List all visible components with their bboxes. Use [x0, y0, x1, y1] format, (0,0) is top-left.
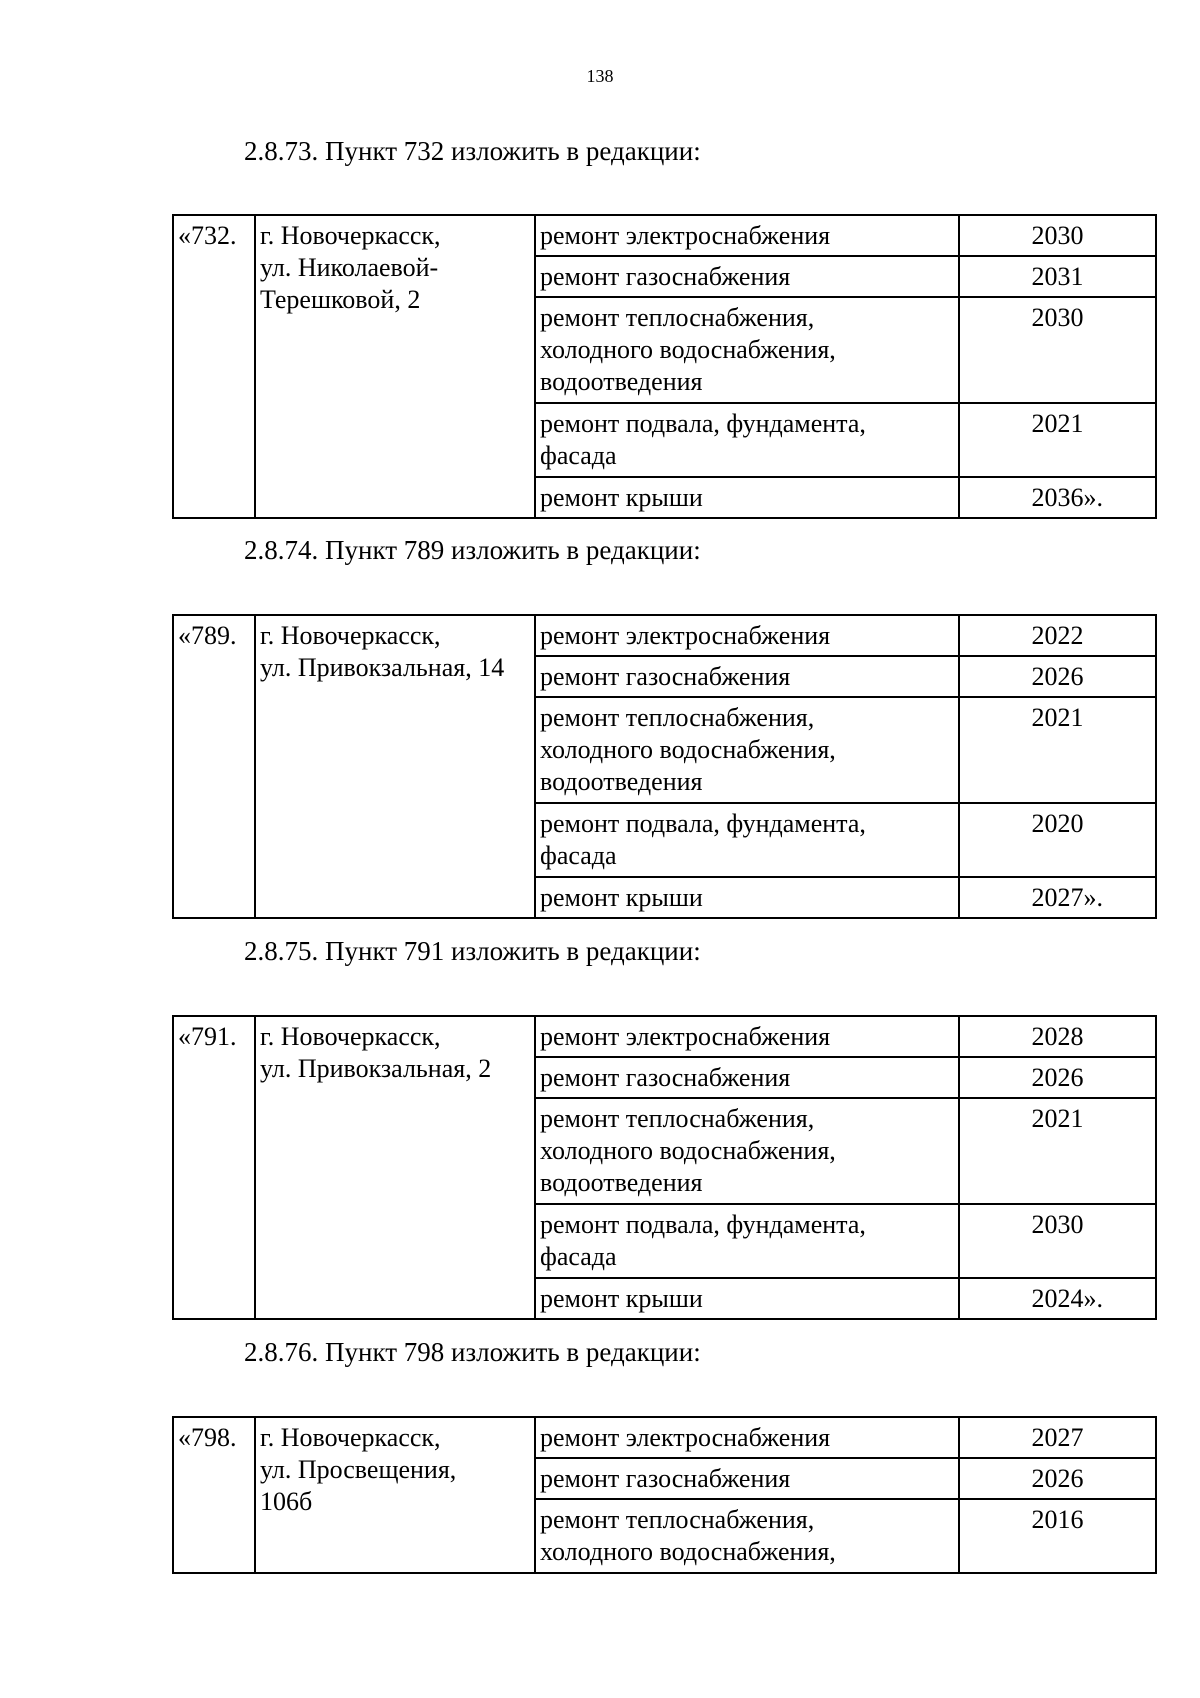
year-wrapper [1032, 220, 1084, 252]
item-number-cell [173, 1016, 255, 1319]
year-value: 2030 [1031, 303, 1084, 332]
closing-quote: ». [1083, 1284, 1103, 1313]
address-line: г. Новочеркасск, [260, 221, 441, 250]
year-wrapper [1032, 1209, 1084, 1241]
address-line: ул. Привокзальная, 14 [260, 653, 505, 682]
year-cell [959, 256, 1156, 297]
work-type-cell [535, 1278, 959, 1319]
work-type-line: холодного водоснабжения, [540, 1136, 836, 1165]
work-type-line: ремонт электроснабжения [540, 1423, 831, 1452]
work-type-line: холодного водоснабжения, [540, 1537, 836, 1566]
work-type-line: ремонт крыши [540, 483, 703, 512]
year-wrapper [1031, 1283, 1103, 1315]
year-wrapper [1032, 1422, 1084, 1454]
item-number-cell [173, 615, 255, 918]
year-cell [959, 656, 1156, 697]
work-type-cell [535, 1499, 959, 1573]
table-row [173, 1417, 1156, 1458]
year-cell [959, 1098, 1156, 1204]
item-number: «791. [178, 1022, 237, 1051]
repair-schedule-table [172, 614, 1157, 919]
year-value: 2022 [1031, 621, 1084, 650]
year-wrapper [1032, 1062, 1084, 1094]
work-type-line: ремонт теплоснабжения, [540, 703, 815, 732]
work-type-cell [535, 656, 959, 697]
year-cell [959, 697, 1156, 803]
work-type-cell [535, 803, 959, 877]
address-line: г. Новочеркасск, [260, 1423, 441, 1452]
work-type-line: ремонт теплоснабжения, [540, 1104, 815, 1133]
year-value: 2028 [1031, 1022, 1084, 1051]
year-value: 2024 [1031, 1284, 1084, 1313]
section-heading: 2.8.73. Пункт 732 изложить в редакции: [244, 136, 701, 166]
work-type-line: фасада [540, 841, 617, 870]
work-type-cell [535, 697, 959, 803]
item-number: «732. [178, 221, 237, 250]
year-cell [959, 1417, 1156, 1458]
year-wrapper [1032, 620, 1084, 652]
work-type-line: ремонт крыши [540, 883, 703, 912]
work-type-line: ремонт газоснабжения [540, 1464, 791, 1493]
work-type-cell [535, 1417, 959, 1458]
work-type-line: ремонт газоснабжения [540, 662, 791, 691]
year-cell [959, 1204, 1156, 1278]
work-type-line: ремонт теплоснабжения, [540, 303, 815, 332]
year-value: 2027 [1031, 883, 1084, 912]
year-cell [959, 615, 1156, 656]
work-type-cell [535, 877, 959, 918]
year-wrapper [1032, 261, 1084, 293]
work-type-cell [535, 297, 959, 403]
year-cell [959, 877, 1156, 918]
item-number-cell [173, 1417, 255, 1573]
year-wrapper [1031, 482, 1103, 514]
address-line: Терешковой, 2 [260, 285, 421, 314]
address-cell [255, 1417, 535, 1573]
address-line: г. Новочеркасск, [260, 621, 441, 650]
work-type-cell [535, 403, 959, 477]
item-number-cell [173, 215, 255, 518]
year-cell [959, 1458, 1156, 1499]
work-type-line: фасада [540, 1242, 617, 1271]
work-type-cell [535, 1016, 959, 1057]
year-cell [959, 215, 1156, 256]
address-line: ул. Привокзальная, 2 [260, 1054, 492, 1083]
work-type-line: ремонт подвала, фундамента, [540, 1210, 866, 1239]
address-line: 106б [260, 1487, 313, 1516]
year-value: 2026 [1031, 662, 1084, 691]
year-value: 2016 [1031, 1505, 1084, 1534]
work-type-line: ремонт электроснабжения [540, 221, 831, 250]
year-value: 2027 [1031, 1423, 1084, 1452]
address-line: ул. Просвещения, [260, 1455, 457, 1484]
address-line: ул. Николаевой- [260, 253, 439, 282]
year-cell [959, 803, 1156, 877]
work-type-line: ремонт электроснабжения [540, 1022, 831, 1051]
work-type-line: водоотведения [540, 367, 703, 396]
work-type-line: ремонт газоснабжения [540, 262, 791, 291]
work-type-line: холодного водоснабжения, [540, 335, 836, 364]
page-number: 138 [586, 66, 614, 86]
work-type-cell [535, 615, 959, 656]
item-number: «789. [178, 621, 237, 650]
work-type-line: холодного водоснабжения, [540, 735, 836, 764]
work-type-line: фасада [540, 441, 617, 470]
year-wrapper [1032, 302, 1084, 334]
year-cell [959, 403, 1156, 477]
work-type-cell [535, 1098, 959, 1204]
year-value: 2021 [1031, 703, 1084, 732]
year-value: 2021 [1031, 1104, 1084, 1133]
work-type-line: водоотведения [540, 1168, 703, 1197]
section-heading: 2.8.76. Пункт 798 изложить в редакции: [244, 1337, 701, 1367]
work-type-line: ремонт подвала, фундамента, [540, 409, 866, 438]
year-cell [959, 1057, 1156, 1098]
year-value: 2031 [1031, 262, 1084, 291]
year-value: 2030 [1031, 1210, 1084, 1239]
work-type-line: ремонт подвала, фундамента, [540, 809, 866, 838]
table-row [173, 615, 1156, 656]
table-row [173, 1016, 1156, 1057]
work-type-line: ремонт теплоснабжения, [540, 1505, 815, 1534]
work-type-line: ремонт крыши [540, 1284, 703, 1313]
year-cell [959, 477, 1156, 518]
year-cell [959, 297, 1156, 403]
address-cell [255, 1016, 535, 1319]
repair-schedule-table [172, 1015, 1157, 1320]
address-line: г. Новочеркасск, [260, 1022, 441, 1051]
year-value: 2026 [1031, 1464, 1084, 1493]
year-value: 2021 [1031, 409, 1084, 438]
work-type-cell [535, 1204, 959, 1278]
work-type-cell [535, 256, 959, 297]
work-type-line: ремонт газоснабжения [540, 1063, 791, 1092]
year-wrapper [1031, 882, 1103, 914]
work-type-line: ремонт электроснабжения [540, 621, 831, 650]
year-cell [959, 1278, 1156, 1319]
year-wrapper [1032, 408, 1084, 440]
work-type-cell [535, 215, 959, 256]
item-number: «798. [178, 1423, 237, 1452]
closing-quote: ». [1083, 483, 1103, 512]
year-cell [959, 1499, 1156, 1573]
year-wrapper [1032, 1021, 1084, 1053]
year-value: 2030 [1031, 221, 1084, 250]
year-wrapper [1032, 661, 1084, 693]
year-value: 2020 [1031, 809, 1084, 838]
closing-quote: ». [1083, 883, 1103, 912]
year-value: 2026 [1031, 1063, 1084, 1092]
year-wrapper [1032, 1103, 1084, 1135]
year-wrapper [1032, 808, 1084, 840]
section-heading: 2.8.75. Пункт 791 изложить в редакции: [244, 936, 701, 966]
work-type-cell [535, 1458, 959, 1499]
table-row [173, 215, 1156, 256]
address-cell [255, 215, 535, 518]
year-wrapper [1032, 702, 1084, 734]
repair-schedule-table [172, 214, 1157, 519]
year-cell [959, 1016, 1156, 1057]
work-type-line: водоотведения [540, 767, 703, 796]
work-type-cell [535, 477, 959, 518]
year-wrapper [1032, 1463, 1084, 1495]
section-heading: 2.8.74. Пункт 789 изложить в редакции: [244, 535, 701, 565]
repair-schedule-table [172, 1416, 1157, 1574]
year-value: 2036 [1031, 483, 1084, 512]
work-type-cell [535, 1057, 959, 1098]
year-wrapper [1032, 1504, 1084, 1536]
address-cell [255, 615, 535, 918]
